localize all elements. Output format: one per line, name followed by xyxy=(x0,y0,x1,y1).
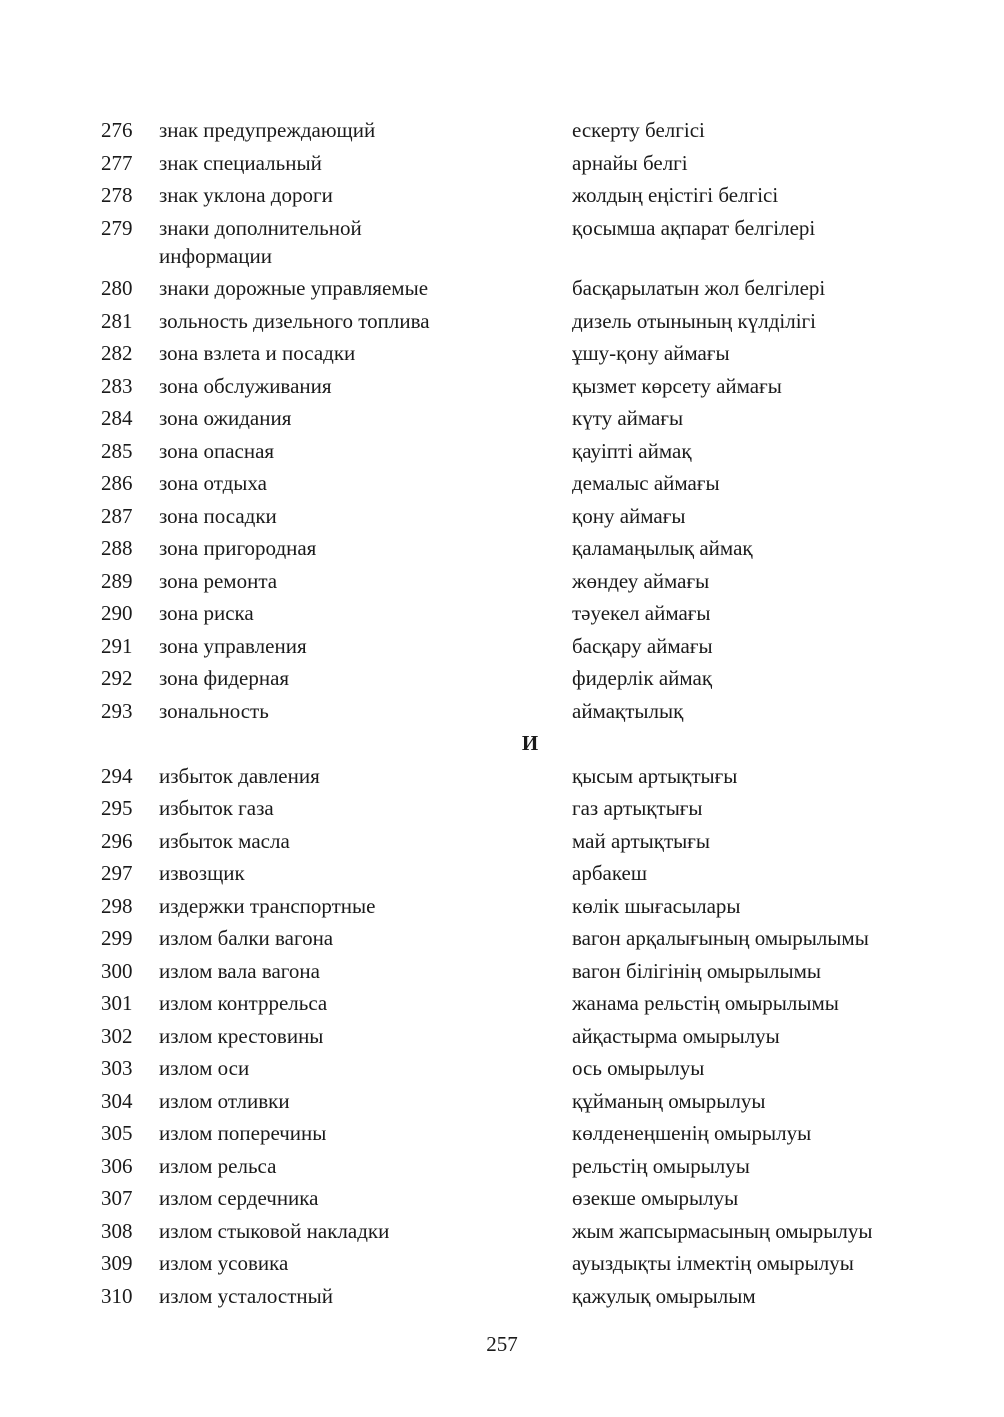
entry-row xyxy=(0,1249,1004,1277)
entry-number: 278 xyxy=(101,183,133,207)
entry-number: 298 xyxy=(101,893,133,918)
entry-row xyxy=(0,274,1004,302)
entry-russian-term: извозщик xyxy=(159,861,245,885)
entry-number: 289 xyxy=(101,568,133,593)
entry-number: 286 xyxy=(101,471,133,495)
entry-kazakh-term: ескерту белгісі xyxy=(572,118,705,142)
entry-row xyxy=(0,404,1004,432)
entry-number: 309 xyxy=(101,1251,133,1275)
entry-number: 310 xyxy=(101,1283,133,1308)
entry-number: 282 xyxy=(101,341,133,365)
entry-row xyxy=(0,1054,1004,1082)
entry-row xyxy=(0,1184,1004,1212)
entry-row xyxy=(0,307,1004,335)
entry-kazakh-term: жым жапсырмасының омырылуы xyxy=(572,1218,873,1243)
entry-number: 303 xyxy=(101,1056,133,1080)
entry-russian-term: зона обслуживания xyxy=(159,373,332,398)
entry-kazakh-term: құйманың омырылуы xyxy=(572,1088,766,1113)
entry-kazakh-term: фидерлік аймақ xyxy=(572,666,713,690)
entry-row xyxy=(0,827,1004,855)
entry-kazakh-term: қону аймағы xyxy=(572,503,686,528)
entry-kazakh-term: газ артықтығы xyxy=(572,796,703,820)
entry-russian-term: зона посадки xyxy=(159,503,277,528)
entry-kazakh-term: дизель отынының күлділігі xyxy=(572,308,817,333)
entry-russian-term: зона риска xyxy=(159,601,254,625)
entry-row xyxy=(0,1022,1004,1050)
entry-kazakh-term: ось омырылуы xyxy=(572,1056,705,1080)
entry-russian-term: зональность xyxy=(159,698,269,723)
entry-kazakh-term: көлік шығасылары xyxy=(572,893,741,918)
entry-kazakh-term: жөндеу аймағы xyxy=(572,568,710,593)
entry-number: 293 xyxy=(101,698,133,723)
entries-list xyxy=(0,116,1004,1314)
entry-number: 308 xyxy=(101,1218,133,1243)
entry-row xyxy=(0,181,1004,209)
entry-russian-term: зона опасная xyxy=(159,438,275,463)
entry-kazakh-term: өзекше омырылуы xyxy=(572,1186,739,1210)
entry-row xyxy=(0,957,1004,985)
entry-kazakh-term: май артықтығы xyxy=(572,828,710,853)
entry-russian-term: зона управления xyxy=(159,633,307,658)
entry-russian-term: излом крестовины xyxy=(159,1023,324,1048)
entry-row xyxy=(0,469,1004,497)
entry-russian-term: знак предупреждающий xyxy=(159,118,376,142)
entry-row xyxy=(0,339,1004,367)
entries-group-z xyxy=(0,116,1004,725)
entry-row xyxy=(0,116,1004,144)
entry-number: 307 xyxy=(101,1186,133,1210)
entry-kazakh-term: аймақтылық xyxy=(572,698,684,723)
page-number: 257 xyxy=(486,1332,518,1356)
entry-russian-term: зона фидерная xyxy=(159,666,290,690)
entry-row xyxy=(0,599,1004,627)
entry-number: 301 xyxy=(101,991,133,1015)
entry-russian-term: излом оси xyxy=(159,1056,250,1080)
entry-russian-term: зона ремонта xyxy=(159,568,278,593)
entry-kazakh-term: тәуекел аймағы xyxy=(572,601,711,625)
entry-kazakh-term: рельстің омырылуы xyxy=(572,1153,750,1178)
entry-russian-term: излом усовика xyxy=(159,1251,289,1275)
entries-group-i xyxy=(0,762,1004,1310)
entry-kazakh-term: вагон білігінің омырылымы xyxy=(572,958,821,983)
entry-russian-term: знак специальный xyxy=(159,150,322,175)
entry-russian-term: излом поперечины xyxy=(159,1121,327,1145)
entry-number: 297 xyxy=(101,861,133,885)
entry-russian-term: излом сердечника xyxy=(159,1186,319,1210)
entry-number: 304 xyxy=(101,1088,133,1113)
entry-number: 299 xyxy=(101,926,133,950)
entry-row xyxy=(0,1282,1004,1310)
entry-row xyxy=(0,214,1004,270)
entry-kazakh-term: демалыс аймағы xyxy=(572,471,720,495)
entry-row xyxy=(0,989,1004,1017)
entry-kazakh-term: қосымша ақпарат белгілері xyxy=(572,215,816,240)
entry-russian-term: излом стыковой накладки xyxy=(159,1218,390,1243)
entry-row xyxy=(0,632,1004,660)
entry-number: 277 xyxy=(101,150,133,175)
entry-russian-term: избыток давления xyxy=(159,763,320,788)
entry-russian-term: излом рельса xyxy=(159,1153,277,1178)
entry-number: 284 xyxy=(101,406,133,430)
entry-kazakh-term: ұшу-қону аймағы xyxy=(572,341,730,365)
entry-number: 306 xyxy=(101,1153,133,1178)
entry-row xyxy=(0,859,1004,887)
entry-number: 288 xyxy=(101,536,133,560)
entry-row xyxy=(0,1087,1004,1115)
entry-number: 287 xyxy=(101,503,133,528)
entry-russian-term: избыток масла xyxy=(159,828,290,853)
entry-russian-term: знак уклона дороги xyxy=(159,183,333,207)
entry-row xyxy=(0,567,1004,595)
entry-kazakh-term: айқастырма омырылуы xyxy=(572,1023,780,1048)
entry-russian-term: излом балки вагона xyxy=(159,926,334,950)
entry-number: 281 xyxy=(101,308,133,333)
entry-kazakh-term: арбакеш xyxy=(572,861,647,885)
entry-row xyxy=(0,437,1004,465)
entry-row xyxy=(0,697,1004,725)
entry-russian-term: излом вала вагона xyxy=(159,958,320,983)
entry-row xyxy=(0,762,1004,790)
entry-kazakh-term: басқарылатын жол белгілері xyxy=(572,276,826,300)
entry-kazakh-term: қаламаңылық аймақ xyxy=(572,536,753,560)
entry-russian-term: излом усталостный xyxy=(159,1283,333,1308)
entry-number: 276 xyxy=(101,118,133,142)
entry-russian-term: зона взлета и посадки xyxy=(159,341,356,365)
entry-row xyxy=(0,1217,1004,1245)
entry-row xyxy=(0,892,1004,920)
entry-kazakh-term: вагон арқалығының омырылымы xyxy=(572,926,869,950)
entry-number: 290 xyxy=(101,601,133,625)
section-letter-heading: И xyxy=(521,731,539,755)
entry-russian-term: избыток газа xyxy=(159,796,274,820)
entry-kazakh-term: қауіпті аймақ xyxy=(572,438,692,463)
entry-row xyxy=(0,1152,1004,1180)
entry-kazakh-term: ауыздықты ілмектің омырылуы xyxy=(572,1251,854,1275)
entry-russian-term: зона ожидания xyxy=(159,406,292,430)
entry-number: 292 xyxy=(101,666,133,690)
entry-row xyxy=(0,664,1004,692)
entry-row xyxy=(0,794,1004,822)
entry-row xyxy=(0,502,1004,530)
entry-russian-term: зона отдыха xyxy=(159,471,267,495)
entry-russian-term: зольность дизельного топлива xyxy=(159,308,430,333)
entry-kazakh-term: жанама рельстің омырылымы xyxy=(572,991,839,1015)
entry-kazakh-term: қызмет көрсету аймағы xyxy=(572,373,782,398)
entry-russian-term: издержки транспортные xyxy=(159,893,376,918)
entry-kazakh-term: басқару аймағы xyxy=(572,633,713,658)
entry-row xyxy=(0,534,1004,562)
entry-number: 280 xyxy=(101,276,133,300)
entry-russian-term: знаки дорожные управляемые xyxy=(159,276,429,300)
entry-number: 294 xyxy=(101,763,133,788)
entry-number: 291 xyxy=(101,633,133,658)
entry-kazakh-term: жолдың еңістігі белгісі xyxy=(572,183,779,207)
entry-number: 283 xyxy=(101,373,133,398)
entry-kazakh-term: арнайы белгі xyxy=(572,150,688,175)
entry-kazakh-term: көлденеңшенің омырылуы xyxy=(572,1121,812,1145)
entry-russian-term: излом контррельса xyxy=(159,991,328,1015)
entry-row xyxy=(0,372,1004,400)
entry-number: 296 xyxy=(101,828,133,853)
entry-number: 305 xyxy=(101,1121,133,1145)
entry-number: 302 xyxy=(101,1023,133,1048)
entry-number: 285 xyxy=(101,438,133,463)
entry-russian-term: зона пригородная xyxy=(159,536,317,560)
entry-number: 300 xyxy=(101,958,133,983)
entry-number: 279 xyxy=(101,215,133,240)
entry-number: 295 xyxy=(101,796,133,820)
entry-russian-term: знаки дополнительной информации xyxy=(159,215,362,268)
entry-row xyxy=(0,149,1004,177)
entry-russian-term: излом отливки xyxy=(159,1088,290,1113)
entry-row xyxy=(0,1119,1004,1147)
entry-row xyxy=(0,924,1004,952)
entry-kazakh-term: қажулық омырылым xyxy=(572,1283,756,1308)
entry-kazakh-term: қысым артықтығы xyxy=(572,763,738,788)
entry-kazakh-term: күту аймағы xyxy=(572,406,684,430)
